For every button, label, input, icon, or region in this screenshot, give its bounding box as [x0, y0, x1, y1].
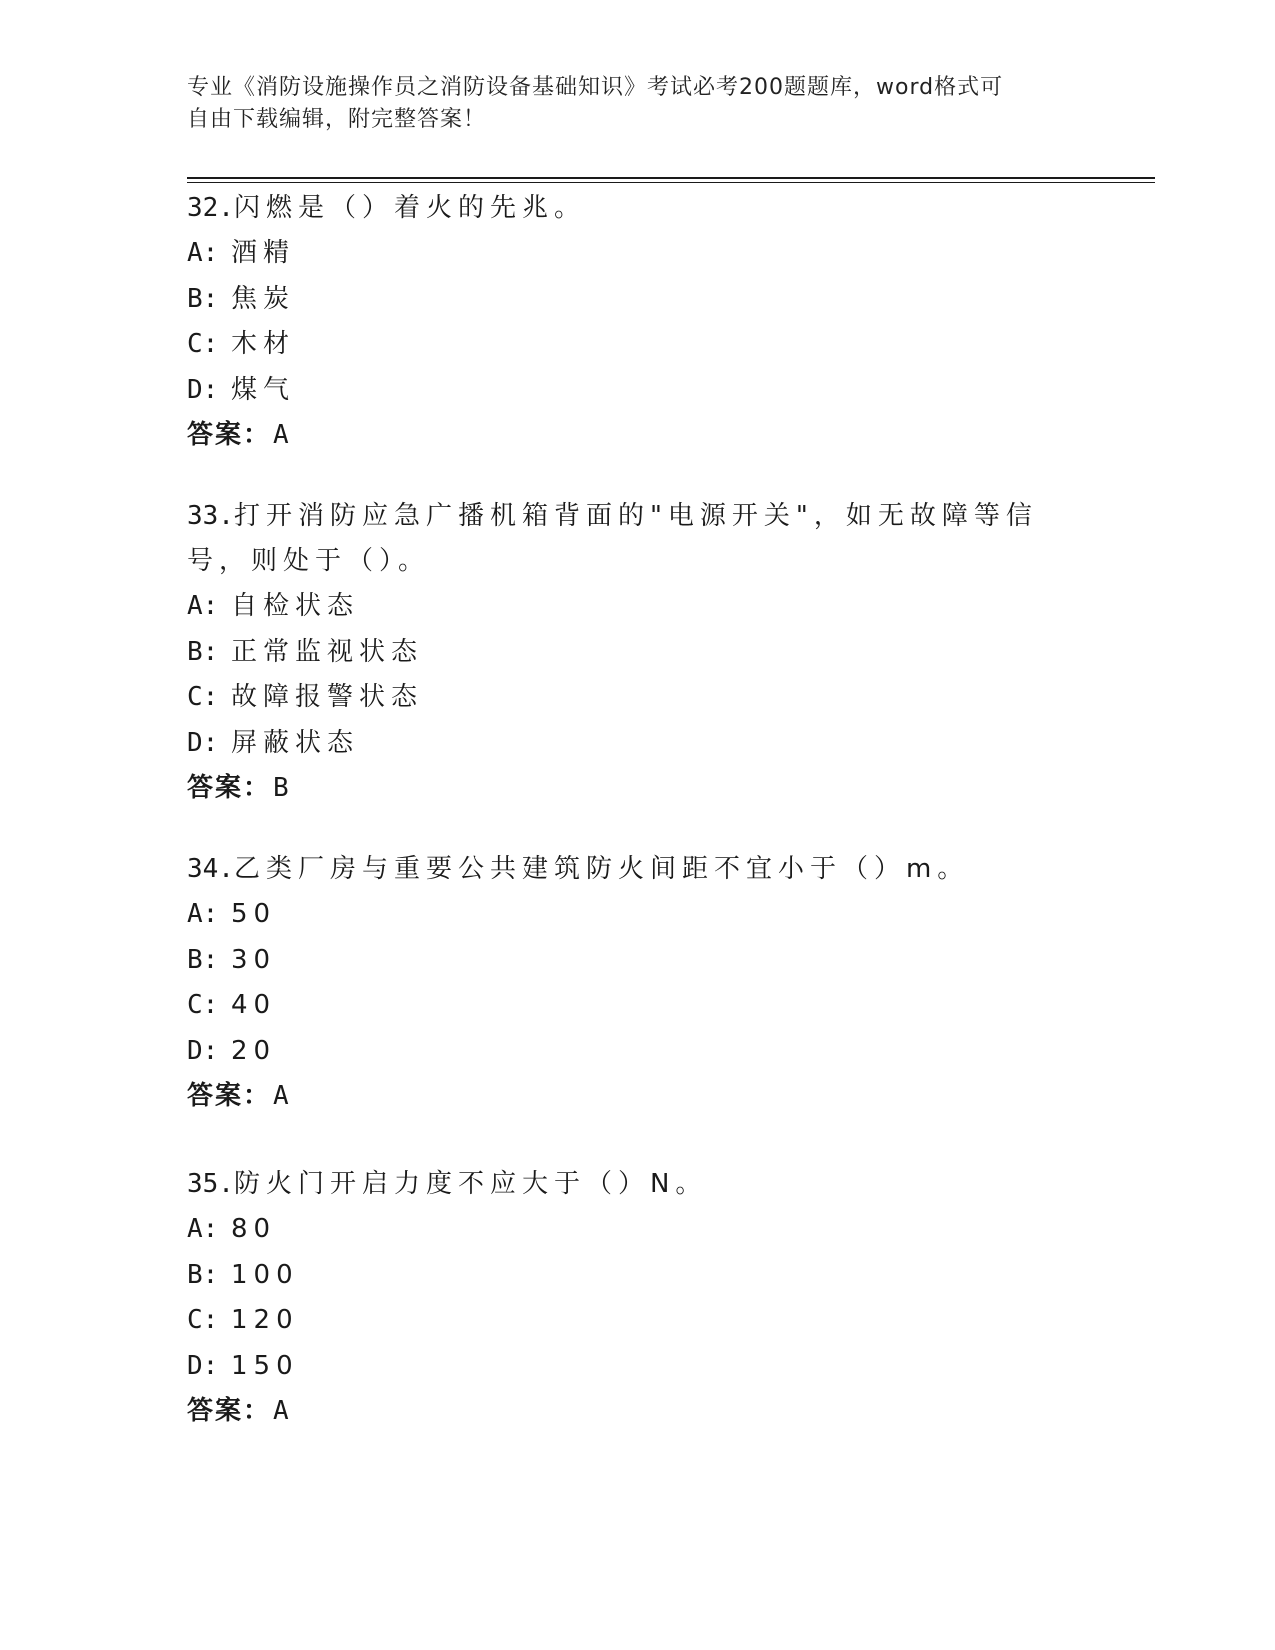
option-text: 煤气	[231, 374, 296, 405]
option-c	[187, 675, 1087, 721]
option-text: 屏蔽状态	[231, 727, 360, 758]
answer-line	[187, 1074, 1087, 1119]
option-text: 酒精	[231, 238, 296, 268]
question-stem	[187, 186, 1087, 231]
option-text: 150	[231, 1350, 299, 1381]
answer-label: 答案	[187, 1081, 244, 1111]
option-text: 40	[231, 990, 277, 1020]
header-divider-thin	[187, 182, 1155, 183]
option-text: 木材	[231, 329, 296, 359]
option-text: 50	[231, 899, 277, 929]
header-line-1: 专业《消防设施操作员之消防设备基础知识》考试必考200题题库，word格式可	[187, 75, 1004, 100]
answer-separator: ：	[243, 1081, 270, 1111]
option-letter: C:	[187, 329, 219, 359]
answer-value: A	[273, 420, 289, 450]
option-text: 100	[231, 1259, 299, 1290]
question-text: 防火门开启力度不应大于（）N。	[233, 1169, 708, 1199]
option-b	[187, 938, 1087, 984]
answer-value: A	[273, 1396, 289, 1426]
option-letter: B:	[187, 636, 219, 667]
answer-separator: ：	[243, 420, 270, 450]
question-number: 33.	[187, 501, 234, 531]
option-a	[187, 1207, 1087, 1253]
option-b	[187, 277, 1087, 323]
option-b	[187, 630, 1087, 676]
question-stem	[187, 1162, 1087, 1207]
option-d	[187, 1029, 1087, 1075]
question-text: 闪燃是（）着火的先兆。	[233, 193, 586, 223]
option-letter: D:	[187, 1035, 219, 1066]
option-text: 自检状态	[231, 591, 360, 621]
answer-label: 答案	[187, 1396, 244, 1426]
question-stem	[187, 494, 1087, 584]
answer-line	[187, 1389, 1087, 1434]
question-stem	[187, 847, 1087, 892]
option-letter: B:	[187, 1259, 219, 1290]
option-letter: A:	[187, 591, 219, 621]
question-text: 乙类厂房与重要公共建筑防火间距不宜小于（）m。	[233, 854, 970, 884]
option-letter: D:	[187, 727, 219, 758]
header-divider-thick	[187, 177, 1155, 179]
option-b	[187, 1253, 1087, 1299]
option-a	[187, 231, 1087, 277]
option-a	[187, 584, 1087, 630]
question-number: 32.	[187, 193, 234, 223]
option-text: 120	[231, 1305, 299, 1335]
question-block	[187, 1162, 1087, 1434]
option-letter: D:	[187, 1350, 219, 1381]
question-number: 34.	[187, 854, 234, 884]
answer-separator: ：	[243, 1396, 270, 1426]
question-block	[187, 847, 1087, 1119]
option-c	[187, 983, 1087, 1029]
document-header	[187, 72, 1067, 136]
option-text: 30	[231, 944, 277, 975]
option-d	[187, 1344, 1087, 1390]
option-a	[187, 892, 1087, 938]
option-letter: C:	[187, 990, 219, 1020]
question-text: 打开消防应急广播机箱背面的"电源开关"，如无故障等信号，则处于（）。	[187, 501, 1038, 576]
answer-separator: ：	[243, 773, 270, 803]
option-letter: A:	[187, 899, 219, 929]
answer-value: B	[273, 773, 289, 803]
option-text: 80	[231, 1214, 277, 1244]
option-letter: A:	[187, 238, 219, 268]
answer-line	[187, 766, 1087, 811]
answer-label: 答案	[187, 773, 244, 803]
option-text: 焦炭	[231, 283, 296, 314]
option-letter: C:	[187, 682, 219, 712]
option-text: 20	[231, 1035, 277, 1066]
option-letter: B:	[187, 944, 219, 975]
option-d	[187, 721, 1087, 767]
option-d	[187, 368, 1087, 414]
question-number: 35.	[187, 1169, 234, 1199]
answer-label: 答案	[187, 420, 244, 450]
question-block	[187, 186, 1087, 458]
option-letter: B:	[187, 283, 219, 314]
header-line-2: 自由下载编辑，附完整答案！	[187, 107, 487, 132]
answer-line	[187, 413, 1087, 458]
answer-value: A	[273, 1081, 289, 1111]
option-text: 正常监视状态	[231, 636, 424, 667]
option-text: 故障报警状态	[231, 682, 424, 712]
option-c	[187, 1298, 1087, 1344]
question-block	[187, 494, 1087, 811]
option-c	[187, 322, 1087, 368]
option-letter: A:	[187, 1214, 219, 1244]
option-letter: D:	[187, 374, 219, 405]
option-letter: C:	[187, 1305, 219, 1335]
